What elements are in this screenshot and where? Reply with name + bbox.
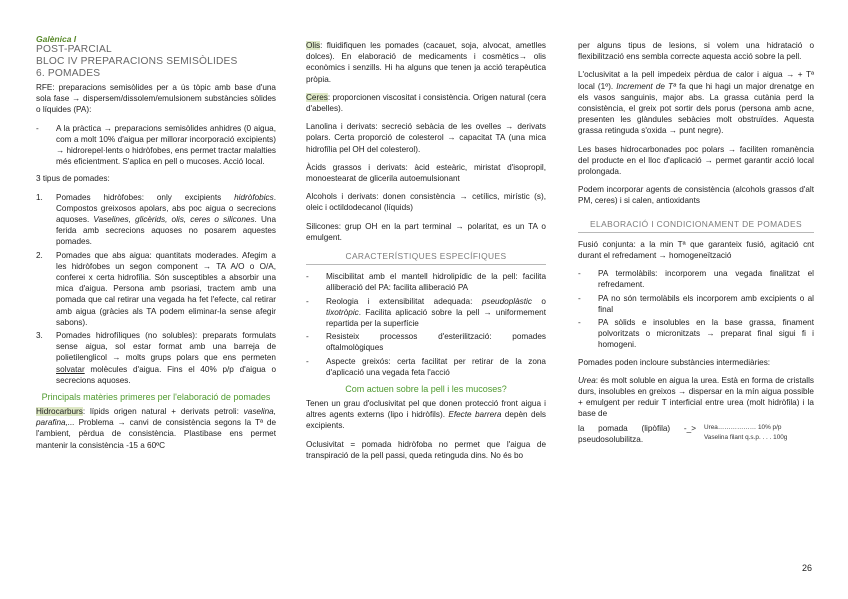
text-span: PA termolàbils: incorporem una vegada finalitzat el refredament. [598, 269, 814, 290]
list-number: 3. [36, 331, 43, 341]
section-heading: 6. POMADES [36, 68, 101, 79]
practice-list [36, 123, 276, 168]
text-span: : proporcionen viscositat i consistència. Origen natural (cera d'abelles). [306, 92, 546, 114]
text-span: Miscibilitat amb el mantell hidrolipídic de la pell: facilita alliberació del PA: facilita alliberació PA [326, 272, 546, 293]
column-middle [306, 40, 546, 468]
types-intro: 3 tipus de pomades: [36, 174, 110, 184]
list-item: - A la pràctica → preparacions semisòlides anhidres (0 aigua, com a molt 10% d'aigua per millorar incorporació excipients) → hidrorepel·lents o hidròfobes, ens permet tractar malalties més eficientment. S'aplica en pell o mucoses. Acció local. [36, 123, 276, 167]
list-item [36, 192, 276, 248]
text-span: Efecte barrera [448, 410, 502, 420]
urea-last-line: la pomada (lipòfila) -_> pseudosolubilitza. [578, 423, 696, 444]
list-item: - PA no són termolàbils els incorporem amb excipients o al final [578, 293, 814, 314]
text-span: : fluidifiquen les pomades (cacauet, soja, alvocat, ametlles dolces). En elaboració de medicaments i cosmètics→ olis econòmics i senzills. Hi ha alguns que tenen ja acció terapèutica pròpia. [306, 41, 546, 84]
text-span: PA sòlids e insolubles en la base grassa, finament polvoritzats o micronitzats → preparat final sigui fi i homogeni. [598, 318, 814, 350]
text-span: . Una ferida amb secrecions aquoses no posarem aquestes pomades. [56, 215, 277, 247]
acids-paragraph: Àcids grassos i derivats: àcid esteàric, miristat d'isopropil, monoestearat de glicerila autoemulsionant [306, 162, 546, 184]
subject-label: Galènica I [36, 34, 77, 44]
raw-materials-title: Principals matèries primeres per l'elaboració de pomades [41, 392, 271, 403]
recipe-box [704, 423, 814, 443]
urea-paragraph [578, 375, 814, 420]
column-left [36, 34, 276, 458]
text-span: Pomades que abs aigua: quantitats moderades. Afegim a les hidròfobes un segon component → TA A/O o O/A, conferei x certa hidrofília. Són susceptibles a absorbir una mica d'aigua. Persona amb psoriasi, tractem amb una pomada que cal retirar una vegada ha fet l'efecte, cal retirar amb aigua (gràcies als TA podem eliminar-la sense afegir sabons). [56, 250, 276, 327]
list-item: - PA termolàbils: incorporem una vegada finalitzat el refredament. [578, 269, 814, 290]
page-number: 26 [801, 563, 812, 573]
list-number: 2. [36, 250, 43, 260]
alcohols-paragraph: Alcohols i derivats: donen consistència → cetílics, mirístic (s), oleic i octildodecanol (líquids) [306, 192, 546, 213]
text-span: o [531, 296, 546, 306]
urea-recipe-row [578, 423, 814, 445]
bases-paragraph: Les bases hidrocarbonades poc polars → faciliten romanència del producte en el lloc d'aplicació → permet garantir acció local prolongada. [578, 144, 814, 177]
list-item [36, 330, 276, 386]
list-item: - Miscibilitat amb el mantell hidrolipídic de la pell: facilita alliberació del PA: facilita alliberació PA [306, 272, 546, 293]
specs-list [306, 271, 546, 378]
partial-heading: POST-PARCIAL [36, 44, 112, 55]
column-right [578, 40, 814, 445]
hydrocarbons-paragraph [36, 406, 276, 451]
silicones-paragraph: Silicones: grup OH en la part terminal → polaritat, es un TA o emulgent. [306, 221, 546, 242]
text-span: PA no són termolàbils els incorporem amb excipients o al final [598, 293, 814, 314]
action-paragraph [306, 398, 546, 432]
text-span: Resisteix processos d'esterilització: pomades oftalmològiques [326, 332, 546, 353]
lanolina-paragraph: Lanolina i derivats: secreció sebàcia de les ovelles → derivats polars. Certa proporció de colesterol → capacitat TA (una mica hidrofília pel OH del colesterol). [306, 122, 546, 154]
recipe-line: Vaselina filant q.s.p. . . . 100g [704, 433, 788, 441]
steps-list [578, 268, 814, 350]
text-span: . Facilita aplicació sobre la pell → uniformement repartida per la superfície [326, 307, 546, 329]
text-span: Vaselines, glicèrids, olis, ceres o silicones [93, 215, 255, 225]
ceres-paragraph [306, 92, 546, 114]
text-span: vaselina, parafina,... [36, 407, 276, 428]
text-span: : lípids origen natural + derivats petroli: [82, 407, 244, 417]
text-span: Reologia i extensibilitat adequada: [326, 296, 482, 306]
text-span: fa que hi hagi un major drenatge en els vasos sanguinis, major abs. La grassa cutània perd la consistència, el greix pot sortir dels porus (persona amb acne, presenten les glàndules sebàcies molt obstruïdes. Aquesta grassa retinguda s'oxida → punt negre). [578, 81, 814, 136]
specific-features-title: CARACTERÍSTIQUES ESPECÍFIQUES [306, 251, 546, 265]
text-span: hidròfobics [234, 192, 274, 202]
text-span: tixotròpic [326, 307, 359, 317]
list-item: - PA sòlids e insolubles en la base grassa, finament polvoritzats o micronitzats → preparat final sigui fi i homogeni. [578, 318, 814, 350]
intermediate-paragraph: Pomades poden incloure substàncies intermediàries: [578, 357, 771, 367]
list-item: - Reologia i extensibilitat adequada: pseudoplàstic o tixotròpic. Facilita aplicació sobre la pell → uniformement repartida per la superfície [306, 296, 546, 329]
action-title: Com actuen sobre la pell i les mucoses? [345, 384, 507, 395]
fusion-paragraph: Fusió conjunta: a la min Tª que garanteix fusió, agitació cnt durant el refredament → homogeneïtzació [578, 239, 814, 261]
list-number: 1. [36, 192, 43, 202]
list-item [36, 250, 276, 328]
text-span: solvatar [56, 364, 85, 374]
continuation-paragraph: per alguns tipus de lesions, si volem una hidratació o flexibilització ens sembla correcte aquesta acció sobre la pell. [578, 41, 814, 62]
elaboration-title: ELABORACIÓ I CONDICIONAMENT DE POMADES [578, 219, 814, 233]
text-span: Tenen un grau d'oclusivitat pel que donen protecció front aigua i altres agents externs (lipo i hidròfils). [306, 399, 546, 420]
list-item: - Resisteix processos d'esterilització: pomades oftalmològiques [306, 332, 546, 353]
text-span: molècules d'aigua. Fins el 40% p/p d'aigua o secrecions aquoses. [56, 364, 276, 385]
practice-text: A la pràctica → preparacions semisòlides anhidres (0 aigua, com a molt 10% d'aigua per millorar incorporació excipients) → hidrorepel·lents o hidròfobes, ens permet tractar malalties més eficientment. S'aplica en pell o mucoses. Acció local. [56, 123, 276, 167]
text-span: pseudoplàstic [481, 296, 532, 306]
heat-paragraph [578, 69, 814, 136]
highlight-label: Hidrocarburs [36, 407, 83, 417]
types-list [36, 192, 276, 386]
text-span: Increment de Tª [616, 81, 676, 91]
agents-paragraph: Podem incorporar agents de consistència (alcohols grassos d'alt PM, ceres) i si calen, antioxidants [578, 185, 814, 206]
text-span: Pomades hidròfobes: only excipients [56, 192, 235, 202]
list-item: - Aspecte greixós: certa facilitat per retirar de la zona d'aplicació una vegada feta l'acció [306, 356, 546, 377]
highlight-label: Ceres [306, 92, 328, 102]
text-span: Urea [578, 375, 596, 385]
olis-paragraph [306, 40, 546, 85]
text-span: : és molt soluble en aigua la urea. Està en forma de cristalls durs, insolubles en greixos → dispersar en la mín aigua possible + emulgent per reduir T interficial entre urea (molt hidròfila) i la base de [578, 375, 814, 419]
text-span: Pomades hidrofíliques (no solubles): preparats formulats sense aigua, sol estar format amb una barreja de polietilenglicol → molts grups polars que ens permeten [56, 331, 276, 363]
rfe-paragraph: RFE: preparacions semisòlides per a ús tòpic amb base d'una sola fase → dispersem/dissolem/emulsionem substàncies sòlides o líquides (PA): [36, 83, 276, 115]
text-span: Problema → canvi de consistència segons la Tª de l'ambient, pèrdua de consistència. Plastibase ens permet mantenir la consistència -15 a 60ºC [36, 418, 276, 450]
text-span: . Compostos greixosos apolars, abs poc aigua o secrecions aquoses. [56, 192, 276, 225]
highlight-label: Olis [306, 41, 321, 50]
text-span: L'oclusivitat a la pell impedeix pèrdua de calor i aigua → + Tª local (1º). [578, 70, 814, 91]
block-heading: BLOC IV PREPARACIONS SEMISÒLIDES [36, 56, 238, 67]
text-span: depèn dels excipients. [306, 410, 546, 431]
recipe-line: Urea……………… 10% p/p [704, 423, 782, 431]
occlusivity-paragraph: Oclusivitat = pomada hidròfoba no permet que l'aigua de transpiració de la pell passi, queda retinguda dins. No és bo [306, 439, 546, 460]
text-span: Aspecte greixós: certa facilitat per retirar de la zona d'aplicació una vegada feta l'acció [326, 356, 546, 377]
